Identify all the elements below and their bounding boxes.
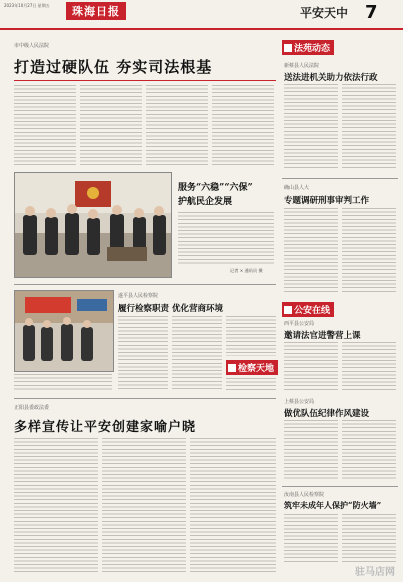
page-header xyxy=(0,0,403,30)
divider xyxy=(282,486,398,487)
tag-public-security: 公安在线 xyxy=(282,302,334,317)
justice-text-col-3 xyxy=(190,438,276,572)
court-visit-photo xyxy=(14,172,172,278)
tag-legal: 法苑动态 xyxy=(282,40,334,55)
footer-logo: 驻马店网 xyxy=(355,567,395,578)
main-text-col-3 xyxy=(146,85,208,167)
legal-kicker: 新蔡县人民法院 xyxy=(284,63,320,69)
security-headline-2: 做优队伍纪律作风建设 xyxy=(284,409,370,419)
legal-text-col-2 xyxy=(342,84,396,170)
divider xyxy=(14,284,276,285)
trial-text-col-2 xyxy=(342,208,396,294)
page-number: 7 xyxy=(365,2,378,23)
market-photo-illustration xyxy=(15,291,113,371)
section-title: 平安天中 xyxy=(300,6,349,20)
security-text-col-1 xyxy=(284,342,338,392)
tag-square-icon xyxy=(284,44,292,52)
justice-kicker: 正阳县委政法委 xyxy=(14,405,50,411)
photo-caption-text xyxy=(178,212,274,264)
security-text-col-2 xyxy=(342,342,396,392)
security-headline-1: 邀请法官进警营上课 xyxy=(284,331,361,341)
justice-headline: 多样宣传让平安创建家喻户晓 xyxy=(14,420,197,435)
procuratorate-text-col-1 xyxy=(118,316,168,390)
photo-credit: 记者 × 通讯员 摄 xyxy=(230,268,263,273)
security-text-col-3 xyxy=(284,420,338,480)
procuratorate-kicker: 遂平县人民检察院 xyxy=(118,293,159,299)
main-text-col-4 xyxy=(212,85,274,167)
trial-text-col-1 xyxy=(284,208,338,294)
court-visit-photo-illustration xyxy=(15,173,171,277)
minor-text-col-1 xyxy=(284,514,338,564)
issue-info: 2023年10月27日 星期五 xyxy=(4,3,50,8)
security-kicker-1: 西平县公安局 xyxy=(284,321,315,327)
main-text-col-2 xyxy=(80,85,142,167)
minor-text-col-2 xyxy=(342,514,396,564)
photo-headline-line-2: 护航民企发展 xyxy=(178,197,233,207)
security-text-col-4 xyxy=(342,420,396,480)
main-rule xyxy=(14,80,276,81)
divider xyxy=(282,178,398,179)
justice-text-col-1 xyxy=(14,438,98,572)
justice-text-col-2 xyxy=(102,438,186,572)
legal-text-col-1 xyxy=(284,84,338,170)
newspaper-masthead: 珠海日报 xyxy=(66,2,126,20)
market-photo-caption xyxy=(14,374,112,392)
main-headline: 打造过硬队伍 夯实司法根基 xyxy=(14,58,213,76)
tag-square-icon xyxy=(284,306,292,314)
legal-headline: 送法进机关助力依法行政 xyxy=(284,73,378,83)
security-kicker-2: 上蔡县公安局 xyxy=(284,399,315,405)
market-photo xyxy=(14,290,114,372)
procuratorate-headline: 履行检察职责 优化营商环境 xyxy=(118,304,223,314)
divider xyxy=(14,398,276,399)
tag-procuratorate: 检察天地 xyxy=(226,360,278,375)
procuratorate-text-col-3b xyxy=(226,378,276,390)
main-kicker: 市中级人民法院 xyxy=(14,43,50,49)
tag-square-icon xyxy=(228,364,236,372)
main-text-col-1 xyxy=(14,85,76,167)
procuratorate-text-col-3 xyxy=(226,316,276,356)
trial-kicker: 确山县人大 xyxy=(284,185,310,191)
trial-headline: 专题调研刑事审判工作 xyxy=(284,196,370,206)
photo-headline-line-1: 服务“六稳”“六保” xyxy=(178,183,253,193)
minor-kicker: 汝南县人民检察院 xyxy=(284,492,325,498)
minor-headline: 筑牢未成年人保护“防火墙” xyxy=(284,500,382,510)
procuratorate-text-col-2 xyxy=(172,316,222,390)
